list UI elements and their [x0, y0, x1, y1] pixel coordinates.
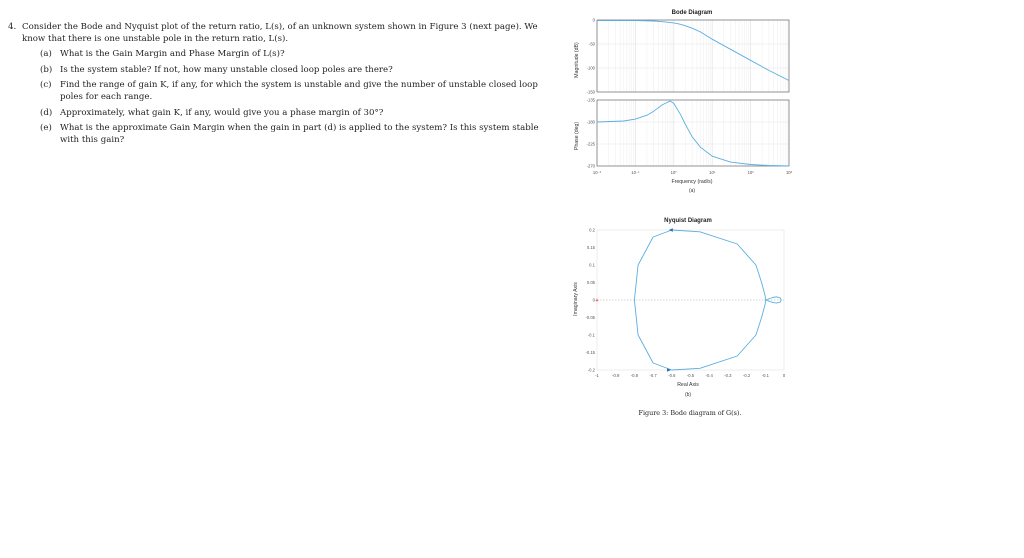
nyquist-x-axis-label: Real Axis — [677, 382, 699, 388]
nyquist-y-tick-label: -0.2 — [587, 367, 595, 373]
bode-x-tick-label: 10¹ — [709, 170, 716, 175]
part-d — [40, 108, 553, 120]
nyquist-y-tick-label: 0.05 — [586, 280, 595, 286]
bode-x-tick-label: 10² — [747, 170, 754, 175]
part-text: Approximately, what gain K, if any, would give you a phase margin of 30°? — [60, 107, 384, 118]
part-a — [40, 49, 553, 61]
phase-tick-label: -270 — [586, 163, 595, 169]
part-c — [40, 80, 553, 103]
nyquist-y-tick-label: -0.05 — [585, 315, 595, 321]
part-text: Is the system stable? If not, how many unstable closed loop poles are there? — [60, 64, 393, 75]
bode-sublabel: (a) — [688, 188, 696, 194]
nyquist-diagram — [570, 212, 810, 398]
bode-x-axis-label: Frequency (rad/s) — [671, 179, 713, 185]
bode-x-tick-label: 10⁻¹ — [631, 170, 640, 175]
part-label: (b) — [40, 64, 53, 75]
part-e — [40, 123, 553, 146]
phase-tick-label: -225 — [586, 141, 595, 147]
magnitude-axes-box — [597, 20, 789, 92]
bode-x-tick-label: 10³ — [785, 170, 793, 175]
nyquist-y-tick-label: 0.2 — [589, 227, 595, 233]
nyquist-x-tick-label: -0.1 — [761, 373, 769, 378]
nyquist-y-axis-label: Imaginary Axis — [573, 282, 579, 316]
magnitude-tick-label: 0 — [592, 17, 595, 23]
nyquist-curve — [634, 300, 765, 370]
nyquist-title: Nyquist Diagram — [664, 218, 712, 224]
nyquist-x-tick-label: -0.7 — [649, 373, 657, 378]
bode-diagram — [570, 6, 810, 198]
part-label: (d) — [40, 107, 53, 118]
nyquist-y-tick-label: -0.15 — [585, 350, 595, 356]
part-label: (c) — [40, 80, 52, 91]
nyquist-y-tick-label: 0.1 — [589, 262, 595, 268]
phase-axis-label: Phase (deg) — [574, 121, 580, 151]
question-4 — [8, 22, 553, 146]
magnitude-axis-label: Magnitude (dB) — [574, 42, 580, 78]
part-b — [40, 65, 553, 77]
critical-point-marker: + — [595, 297, 599, 304]
question-block — [8, 22, 553, 146]
figure-caption: Figure 3: Bode diagram of G(s). — [638, 409, 742, 417]
nyquist-x-tick-label: -0.5 — [686, 373, 695, 378]
bode-x-tick-label: 10⁻² — [592, 170, 602, 175]
magnitude-tick-label: -100 — [586, 65, 595, 71]
part-text: What is the approximate Gain Margin when the gain in part (d) is applied to the system? Is this system stable with this gain? — [60, 123, 539, 145]
question-parts — [22, 49, 553, 146]
nyquist-curve — [634, 230, 765, 300]
magnitude-tick-label: -50 — [588, 41, 595, 47]
nyquist-x-tick-label: -1 — [595, 373, 599, 378]
nyquist-x-tick-label: -0.6 — [668, 373, 676, 378]
nyquist-x-tick-label: -0.8 — [630, 373, 639, 378]
bode-title: Bode Diagram — [671, 10, 713, 16]
phase-tick-label: -180 — [586, 119, 595, 125]
question-number: 4. — [8, 22, 17, 32]
magnitude-curve — [597, 21, 789, 81]
nyquist-curve — [765, 297, 781, 303]
nyquist-x-tick-label: -0.9 — [612, 373, 620, 378]
phase-curve — [597, 101, 789, 166]
nyquist-y-tick-label: 0 — [592, 297, 595, 303]
part-label: (a) — [40, 49, 52, 60]
question-intro: Consider the Bode and Nyquist plot of the return ratio, L(s), of an unknown system shown in Figure 3 (next page). We know that there is one unstable pole in the return ratio, L(s). — [22, 22, 538, 44]
nyquist-x-tick-label: -0.4 — [705, 373, 713, 378]
part-text: Find the range of gain K, if any, for which the system is unstable and give the number of unstable closed loop poles for each range. — [60, 80, 538, 102]
phase-axes-box — [597, 100, 789, 166]
nyquist-y-tick-label: 0.15 — [586, 245, 595, 251]
part-text: What is the Gain Margin and Phase Margin of L(s)? — [60, 49, 285, 60]
nyquist-sublabel: (b) — [684, 392, 692, 398]
nyquist-x-tick-label: 0 — [782, 373, 786, 378]
bode-x-tick-label: 10⁰ — [670, 170, 677, 175]
phase-tick-label: -135 — [586, 97, 595, 103]
nyquist-y-tick-label: -0.1 — [587, 332, 595, 338]
nyquist-x-tick-label: -0.3 — [724, 373, 732, 378]
nyquist-x-tick-label: -0.2 — [742, 373, 751, 378]
magnitude-tick-label: -150 — [586, 89, 595, 95]
part-label: (e) — [40, 123, 52, 134]
